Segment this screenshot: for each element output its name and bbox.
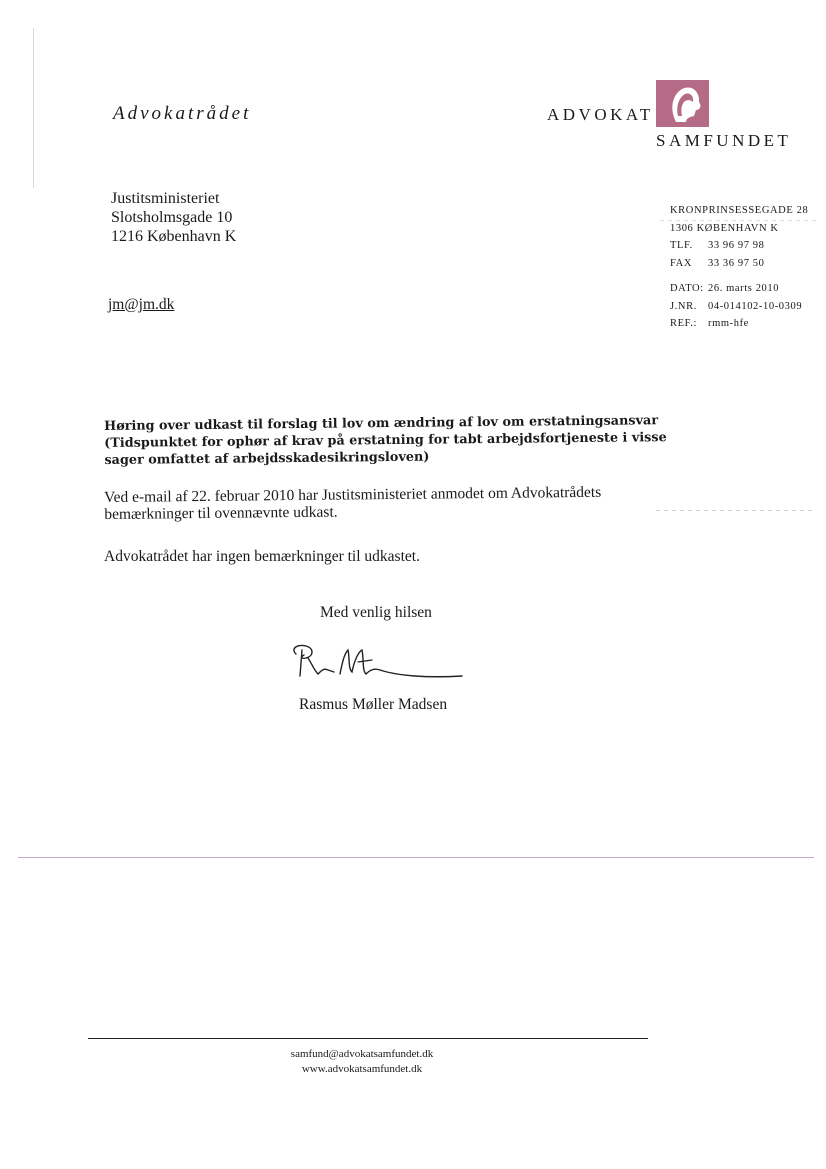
jnr-row <box>670 298 808 316</box>
recipient-email-link[interactable]: jm@jm.dk <box>108 296 175 313</box>
fax-label: FAX <box>670 257 693 269</box>
fax-value: 33 36 97 50 <box>708 257 765 269</box>
sender-street: KRONPRINSESSEGADE 28 <box>670 205 809 216</box>
jnr-label: J.NR. <box>670 300 697 312</box>
advokatsamfundet-logo-icon <box>656 80 709 127</box>
ref-label: REF.: <box>670 318 697 329</box>
jnr-value: 04-014102-10-0309 <box>708 300 803 312</box>
logo-text-advokat: ADVOKAT <box>547 105 654 124</box>
page-divider <box>18 857 814 858</box>
footer-email-link[interactable]: samfund@advokatsamfundet.dk <box>290 1048 434 1060</box>
signer-name: Rasmus Møller Madsen <box>299 696 448 713</box>
closing-salutation: Med venlig hilsen <box>320 604 432 621</box>
letter-subject: Høring over udkast til forslag til lov om ændring af lov om erstatningsansvar (Tidspunktet for ophør af krav på erstatning for tabt arbejdsfortjeneste i visse sager omfattet af arbejdsskadesikringsloven) <box>104 413 667 468</box>
phone-value: 33 96 97 98 <box>708 240 765 251</box>
body-paragraph-2: Advokatrådet har ingen bemærkninger til udkastet. <box>104 548 420 565</box>
org-name: Advokatrådet <box>113 103 252 124</box>
recipient-address <box>111 189 236 246</box>
margin-fold-line <box>33 28 34 188</box>
handwritten-signature-icon <box>288 640 468 692</box>
footer <box>224 1047 500 1077</box>
logo-text-samfundet: SAMFUNDET <box>656 131 792 150</box>
sender-fax-row <box>670 255 808 273</box>
body-paragraph-1: Ved e-mail af 22. februar 2010 har Justitsministeriet anmodet om Advokatrådets bemærkninger til ovennævnte udkast. <box>104 483 602 523</box>
scan-artifact-dash <box>656 510 816 511</box>
recipient-line-3: 1216 København K <box>111 228 237 245</box>
phone-label: TLF. <box>670 240 693 251</box>
date-label: DATO: <box>670 283 704 294</box>
sender-city: 1306 KØBENHAVN K <box>670 222 779 234</box>
date-value: 26. marts 2010 <box>708 283 780 294</box>
recipient-line-1: Justitsministeriet <box>111 190 220 207</box>
date-row <box>670 280 808 298</box>
ref-value: rmm-hfe <box>708 318 749 329</box>
sender-phone-row <box>670 237 808 255</box>
ref-row <box>670 315 808 333</box>
footer-website-link[interactable]: www.advokatsamfundet.dk <box>301 1063 423 1075</box>
recipient-line-2: Slotsholmsgade 10 <box>111 209 233 226</box>
footer-rule <box>88 1038 648 1039</box>
sender-contact-block <box>670 202 808 333</box>
